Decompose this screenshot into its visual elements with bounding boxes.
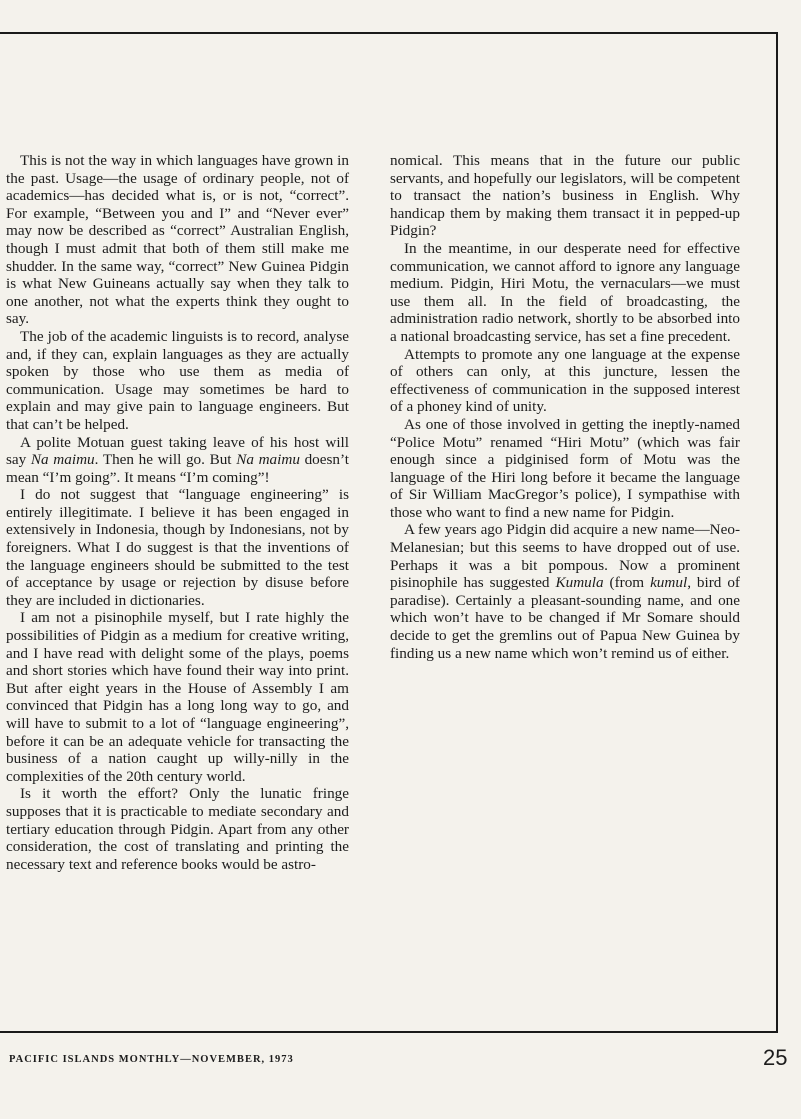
paragraph: A few years ago Pidgin did acquire a new name—Neo-Melanesian; but this seems to have dropped out of use. Perhaps it was a bit pompous. Now a prominent pisinophile has suggested Kumula (from kumul, bird of paradise). Certainly a pleasant-sounding name, and one which won’t have to be changed if Mr Somare should decide to get the gremlins out of Papua New Guinea by finding us a new name which won’t remind us of either. bbox=[390, 521, 740, 662]
paragraph: Attempts to promote any one language at the expense of others can only, at this juncture, lessen the effectiveness of communication in the supposed interest of a phoney kind of unity. bbox=[390, 345, 740, 416]
publication-footer: PACIFIC ISLANDS MONTHLY—NOVEMBER, 1973 bbox=[9, 1054, 294, 1065]
paragraph: nomical. This means that in the future our public servants, and hopefully our legislators, will be competent to transact the nation’s business in English. Why handicap them by making them transact it in pepped-up Pidgin? bbox=[390, 152, 740, 240]
paragraph: Is it worth the effort? Only the lunatic fringe supposes that it is practicable to mediate secondary and tertiary education through Pidgin. Apart from any other consideration, the cost of translating and printing the necessary text and reference books would be astro- bbox=[6, 785, 349, 873]
right-rule bbox=[776, 32, 778, 1032]
paragraph: I am not a pisinophile myself, but I rate highly the possibilities of Pidgin as a medium for creative writing, and I have read with delight some of the plays, poems and short stories which have found their way into print. But after eight years in the House of Assembly I am convinced that Pidgin has a long long way to go, and will have to submit to a lot of “language engineering”, before it can be an adequate vehicle for transacting the business of a nation caught up willy-nilly in the complexities of the 20th century world. bbox=[6, 609, 349, 785]
paragraph: I do not suggest that “language engineering” is entirely illegitimate. I believe it has been engaged in extensively in Indonesia, though by Indonesians, not by foreigners. What I do suggest is that the inventions of the language engineers should be submitted to the test of acceptance by usage or rejection by disuse before they are included in dictionaries. bbox=[6, 486, 349, 609]
paragraph: A polite Motuan guest taking leave of his host will say Na maimu. Then he will go. But Na maimu doesn’t mean “I’m going”. It means “I’m coming”! bbox=[6, 433, 350, 486]
paragraph: In the meantime, in our desperate need for effective communication, we cannot afford to ignore any language medium. Pidgin, Hiri Motu, the vernaculars—we must use them all. In the field of broadcasting, the administration radio network, shortly to be absorbed into a national broadcasting service, has set a fine precedent. bbox=[390, 239, 740, 345]
top-rule bbox=[0, 32, 778, 34]
paragraph: This is not the way in which languages have grown in the past. Usage—the usage of ordinary people, not of academics—has decided what is, or is not, “correct”. For example, “Between you and I” and “Never ever” may now be described as “correct” Australian English, though I must admit that both of them still make me shudder. In the same way, “correct” New Guinea Pidgin is what New Guineans actually say when they talk to one another, not what the experts think they ought to say. bbox=[6, 152, 349, 328]
right-column bbox=[390, 152, 740, 662]
bottom-rule bbox=[0, 1031, 778, 1033]
paragraph: As one of those involved in getting the ineptly-named “Police Motu” renamed “Hiri Motu” (which was fair enough since a pidginised form of Motu was the language of the Hiri long before it became the language of Sir William MacGregor’s police), I sympathise with those who want to find a new name for Pidgin. bbox=[390, 415, 740, 521]
page-number: 25 bbox=[763, 1045, 788, 1070]
left-column bbox=[6, 152, 349, 873]
paragraph: The job of the academic linguists is to record, analyse and, if they can, explain languages as they are actually spoken by those who use them as media of communication. Usage may sometimes be hard to explain and may give pain to language engineers. But that can’t be helped. bbox=[6, 327, 349, 433]
